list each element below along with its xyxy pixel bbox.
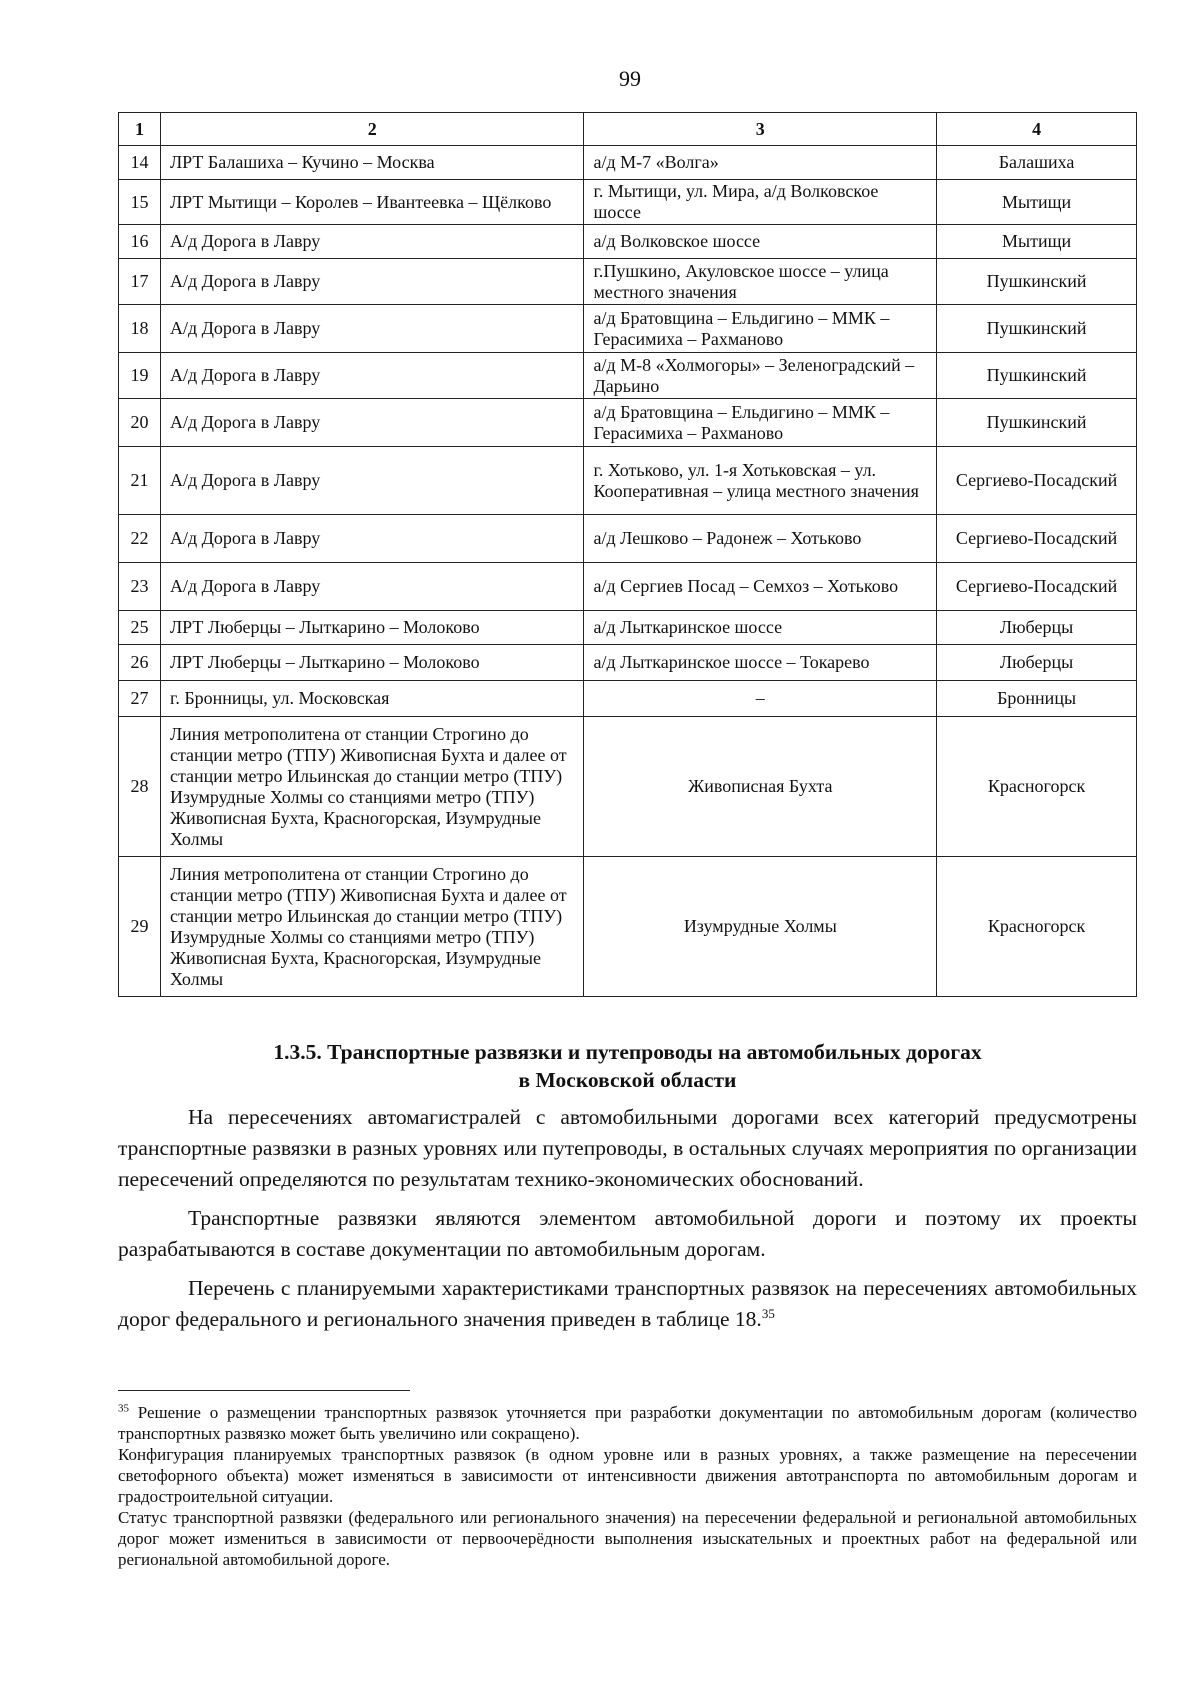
row-number: 25 xyxy=(119,611,161,645)
table-row xyxy=(119,146,1137,180)
district-cell: Сергиево-Посадский xyxy=(937,447,1137,515)
route-cell: А/д Дорога в Лавру xyxy=(160,305,584,353)
section-transport-interchanges xyxy=(118,1038,1137,1335)
paragraph: На пересечениях автомагистралей с автомобильными дорогами всех категорий предусмотрены транспортные развязки в разных уровнях или путепроводы, в остальных случаях мероприятия по организации пересечений определяются по результатам технико-экономических обоснований. xyxy=(118,1105,1137,1191)
footnote-marker: 35 xyxy=(118,1402,129,1415)
road-cell: а/д Лыткаринское шоссе – Токарево xyxy=(584,645,937,681)
district-cell: Красногорск xyxy=(937,857,1137,997)
table-row xyxy=(119,611,1137,645)
district-cell: Бронницы xyxy=(937,681,1137,717)
district-cell: Красногорск xyxy=(937,717,1137,857)
district-cell: Пушкинский xyxy=(937,353,1137,399)
route-cell: ЛРТ Люберцы – Лыткарино – Молоково xyxy=(160,645,584,681)
row-number: 19 xyxy=(119,353,161,399)
route-cell: А/д Дорога в Лавру xyxy=(160,563,584,611)
road-cell: а/д Братовщина – Ельдигино – ММК – Герасимиха – Рахманово xyxy=(584,305,937,353)
paragraph-text: Перечень с планируемыми характеристиками транспортных развязок на пересечениях автомобильных дорог федерального и регионального значения приведен в таблице 18. xyxy=(118,1276,1137,1331)
route-cell: А/д Дорога в Лавру xyxy=(160,353,584,399)
column-header: 1 xyxy=(119,113,161,146)
district-cell: Мытищи xyxy=(937,225,1137,259)
row-number: 15 xyxy=(119,180,161,225)
routes-table xyxy=(118,112,1137,997)
road-cell: а/д М-8 «Холмогоры» – Зеленоградский – Дарьино xyxy=(584,353,937,399)
route-cell: ЛРТ Люберцы – Лыткарино – Молоково xyxy=(160,611,584,645)
road-cell: а/д Сергиев Посад – Семхоз – Хотьково xyxy=(584,563,937,611)
column-header: 3 xyxy=(584,113,937,146)
table-row xyxy=(119,717,1137,857)
row-number: 16 xyxy=(119,225,161,259)
table-row xyxy=(119,399,1137,447)
route-cell: ЛРТ Мытищи – Королев – Ивантеевка – Щёлково xyxy=(160,180,584,225)
row-number: 28 xyxy=(119,717,161,857)
road-cell: а/д Братовщина – Ельдигино – ММК – Герасимиха – Рахманово xyxy=(584,399,937,447)
footnote-separator xyxy=(118,1390,410,1391)
paragraph xyxy=(118,1273,1137,1335)
table-row xyxy=(119,857,1137,997)
road-cell: г. Мытищи, ул. Мира, а/д Волковское шоссе xyxy=(584,180,937,225)
row-number: 22 xyxy=(119,515,161,563)
road-cell: Живописная Бухта xyxy=(584,717,937,857)
road-cell: а/д Волковское шоссе xyxy=(584,225,937,259)
district-cell: Пушкинский xyxy=(937,259,1137,305)
row-number: 27 xyxy=(119,681,161,717)
route-cell: Линия метрополитена от станции Строгино до станции метро (ТПУ) Живописная Бухта и далее от станции метро Ильинская до станции метро (ТПУ) Изумрудные Холмы со станциями метро (ТПУ) Живописная Бухта, Красногорская, Изумрудные Холмы xyxy=(160,857,584,997)
route-cell: ЛРТ Балашиха – Кучино – Москва xyxy=(160,146,584,180)
footnote-reference: 35 xyxy=(761,1305,775,1321)
district-cell: Сергиево-Посадский xyxy=(937,563,1137,611)
district-cell: Мытищи xyxy=(937,180,1137,225)
footnote xyxy=(118,1402,1137,1444)
table-row xyxy=(119,645,1137,681)
route-cell: г. Бронницы, ул. Московская xyxy=(160,681,584,717)
district-cell: Балашиха xyxy=(937,146,1137,180)
section-heading-line1: 1.3.5. Транспортные развязки и путепроводы на автомобильных дорогах xyxy=(273,1040,982,1064)
district-cell: Пушкинский xyxy=(937,305,1137,353)
road-cell: г. Хотьково, ул. 1-я Хотьковская – ул. Кооперативная – улица местного значения xyxy=(584,447,937,515)
paragraph: Транспортные развязки являются элементом автомобильной дороги и поэтому их проекты разрабатываются в составе документации по автомобильным дорогам. xyxy=(118,1206,1137,1261)
road-cell: г.Пушкино, Акуловское шоссе – улица местного значения xyxy=(584,259,937,305)
route-cell: А/д Дорога в Лавру xyxy=(160,259,584,305)
section-heading-line2: в Московской области xyxy=(518,1068,737,1092)
row-number: 29 xyxy=(119,857,161,997)
road-cell: Изумрудные Холмы xyxy=(584,857,937,997)
road-cell: – xyxy=(584,681,937,717)
district-cell: Сергиево-Посадский xyxy=(937,515,1137,563)
district-cell: Люберцы xyxy=(937,611,1137,645)
footnote-text: Конфигурация планируемых транспортных развязок (в одном уровне или в разных уровнях, а также размещение на пересечении светофорного объекта) может изменяться в зависимости от интенсивности движения автотранспорта по автомобильным дорогам и градостроительной ситуации. xyxy=(118,1445,1137,1506)
route-cell: А/д Дорога в Лавру xyxy=(160,225,584,259)
route-cell: А/д Дорога в Лавру xyxy=(160,447,584,515)
table-header-row xyxy=(119,113,1137,146)
row-number: 26 xyxy=(119,645,161,681)
row-number: 21 xyxy=(119,447,161,515)
district-cell: Пушкинский xyxy=(937,399,1137,447)
route-cell: А/д Дорога в Лавру xyxy=(160,515,584,563)
table-row xyxy=(119,681,1137,717)
table-row xyxy=(119,353,1137,399)
table-row xyxy=(119,180,1137,225)
section-heading xyxy=(118,1038,1137,1094)
table-row xyxy=(119,563,1137,611)
table-row xyxy=(119,225,1137,259)
column-header: 2 xyxy=(160,113,584,146)
district-cell: Люберцы xyxy=(937,645,1137,681)
road-cell: а/д Лыткаринское шоссе xyxy=(584,611,937,645)
row-number: 14 xyxy=(119,146,161,180)
footnotes xyxy=(118,1402,1137,1570)
row-number: 23 xyxy=(119,563,161,611)
row-number: 17 xyxy=(119,259,161,305)
table-row xyxy=(119,305,1137,353)
table-row xyxy=(119,447,1137,515)
road-cell: а/д М-7 «Волга» xyxy=(584,146,937,180)
footnote-text: Статус транспортной развязки (федерального или регионального значения) на пересечении федеральной и региональной автомобильных дорог может измениться в зависимости от первоочерёдности выполнения изыскательных и проектных работ на федеральной или региональной автомобильной дороге. xyxy=(118,1508,1137,1569)
row-number: 18 xyxy=(119,305,161,353)
table-row xyxy=(119,259,1137,305)
row-number: 20 xyxy=(119,399,161,447)
column-header: 4 xyxy=(937,113,1137,146)
road-cell: а/д Лешково – Радонеж – Хотьково xyxy=(584,515,937,563)
route-cell: А/д Дорога в Лавру xyxy=(160,399,584,447)
page-number: 99 xyxy=(619,66,641,91)
table-row xyxy=(119,515,1137,563)
footnote-text: Решение о размещении транспортных развязок уточняется при разработки документации по автомобильным дорогам (количество транспортных развязко может быть увеличино или сокращено). xyxy=(118,1403,1137,1443)
route-cell: Линия метрополитена от станции Строгино до станции метро (ТПУ) Живописная Бухта и далее от станции метро Ильинская до станции метро (ТПУ) Изумрудные Холмы со станциями метро (ТПУ) Живописная Бухта, Красногорская, Изумрудные Холмы xyxy=(160,717,584,857)
